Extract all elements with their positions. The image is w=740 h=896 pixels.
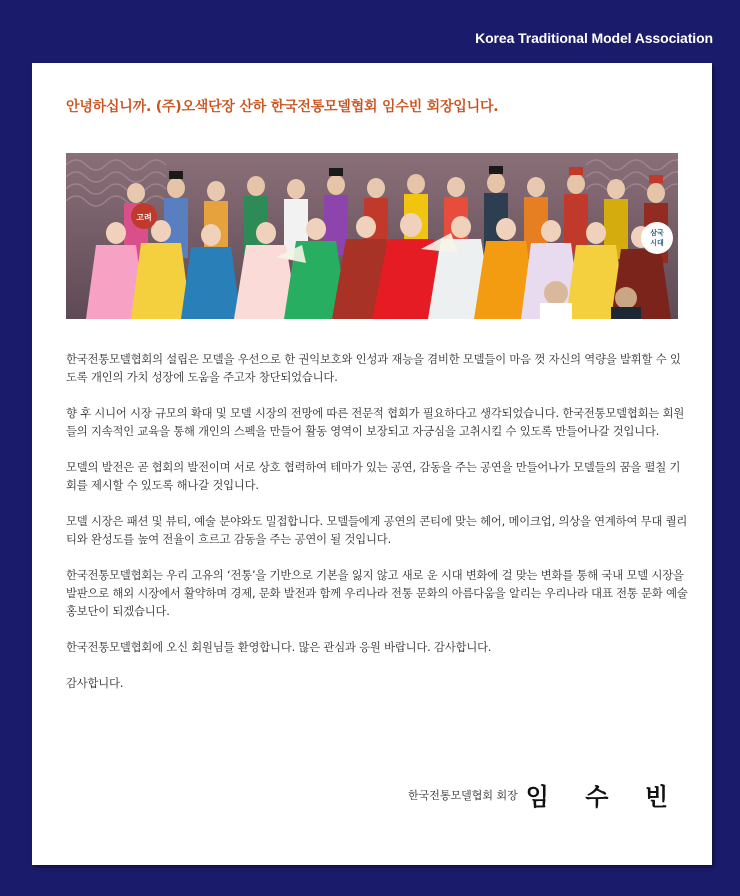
paragraph-senior-market: 향 후 시니어 시장 규모의 확대 및 모델 시장의 전망에 따른 전문적 협회가 필요하다고 생각되었습니다. 한국전통모델협회는 회원들의 지속적인 교육을 통해 개인의 스펙을 만들어 활동 영역이 보장되고 자긍심을 고취시킬 수 있도록 만들어나갈 것입니다. [66,407,685,438]
message-body [66,351,688,711]
signature-name: 임 수 빈 [525,782,682,811]
group-photo [66,153,678,319]
paragraph-model-market: 모델 시장은 패션 및 뷰티, 예술 분야와도 밀접합니다. 모델들에게 공연의 콘티에 맞는 헤어, 메이크업, 의상을 연계하여 무대 퀄리 티와 완성도를 높여 전율이 흐르고 감동을 주는 공연이 될 것입니다. [66,515,688,546]
signature-title: 한국전통모델협회 회장 [407,788,518,802]
paragraph-welcome: 한국전통모델협회에 오신 회원님들 환영합니다. 많은 관심과 응원 바랍니다. 감사합니다. [66,641,492,654]
organization-name: Korea Traditional Model Association [475,30,713,46]
era-badge-samguk-line1: 삼국 [650,229,664,237]
era-badge-goryeo-label: 고려 [136,213,152,222]
paragraph-tradition: 한국전통모델협회는 우리 고유의 ‘전통’을 기반으로 기본을 잃지 않고 새로 운 시대 변화에 걸 맞는 변화를 통해 국내 모델 시장을 발판으로 해외 시장에서 활약하며 경제, 문화 발전과 함께 우리나라 전통 문화의 아름다움을 알리는 우리나라 대표 전통 문화 예술 홍보단이 되겠습니다. [66,569,688,618]
paragraph-cooperation: 모델의 발전은 곧 협회의 발전이며 서로 상호 협력하여 테마가 있는 공연, 감동을 주는 공연을 만들어나가 모델들의 꿈을 펼칠 기회를 제시할 수 있도록 해나갈 것입니다. [66,461,681,492]
paragraph-thanks: 감사합니다. [66,677,124,690]
era-badge-samguk-line2: 시대 [650,239,664,247]
paragraph-founding: 한국전통모델협회의 설립은 모델을 우선으로 한 권익보호와 인성과 재능을 겸비한 모델들이 마음 껏 자신의 역량을 발휘할 수 있도록 개인의 가치 성장에 도움을 주고자 창단되었습니다. [66,353,681,384]
greeting-heading: 안녕하십니까. (주)오색단장 산하 한국전통모델협회 임수빈 회장입니다. [66,99,499,115]
signature-block [408,777,682,812]
message-card [32,63,712,865]
era-badge-samguk [641,222,673,254]
